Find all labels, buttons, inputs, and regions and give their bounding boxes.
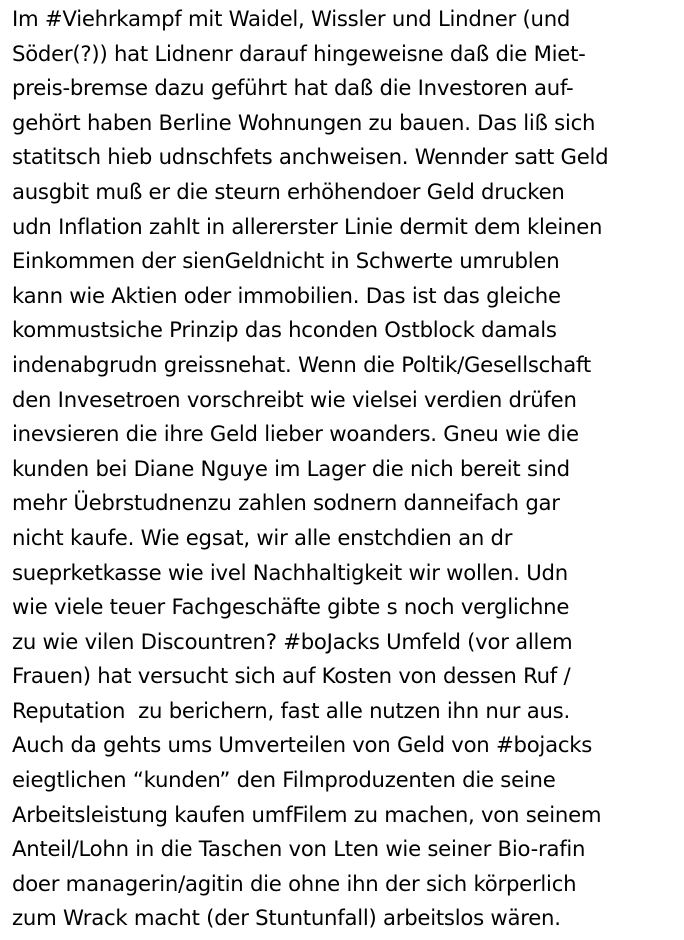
body-text (12, 3, 684, 937)
text-line-4: gehört haben Berline Wohnungen zu bauen. Das liß sich (12, 110, 596, 136)
text-line-7: udn Inflation zahlt in allererster Linie dermit dem kleinen (12, 214, 603, 240)
text-line-13: inevsieren die ihre Geld lieber woanders. Gneu wie die (12, 422, 579, 448)
text-line-16: nicht kaufe. Wie egsat, wir alle enstchdien an dr (12, 525, 513, 551)
text-line-18: wie viele teuer Fachgeschäfte gibte s noch verglichne (12, 595, 570, 621)
text-line-14: kunden bei Diane Nguye im Lager die nich bereit sind (12, 456, 570, 482)
text-line-2: Söder(?)) hat Lidnenr darauf hingeweisne daß die Miet- (12, 41, 586, 67)
text-line-21: Reputation zu berichern, fast alle nutzen ihn nur aus. (12, 698, 570, 724)
text-line-3: preis-bremse dazu geführt hat daß die Investoren auf- (12, 76, 574, 102)
text-line-24: Arbeitsleistung kaufen umfFilem zu machen, von seinem (12, 802, 602, 828)
text-line-27: zum Wrack macht (der Stuntunfall) arbeitslos wären. (12, 906, 561, 932)
text-line-19: zu wie vilen Discountren? #boJacks Umfeld (vor allem (12, 629, 573, 655)
text-line-11: indenabgrudn greissnehat. Wenn die Poltik/Gesellschaft (12, 352, 591, 378)
text-line-17: sueprketkasse wie ivel Nachhaltigkeit wir wollen. Udn (12, 560, 568, 586)
text-line-25: Anteil/Lohn in die Taschen von Lten wie seiner Bio-rafin (12, 837, 586, 863)
text-line-26: doer managerin/agitin die ohne ihn der sich körperlich (12, 871, 577, 897)
text-line-22: Auch da gehts ums Umverteilen von Geld von #bojacks (12, 733, 593, 759)
text-line-6: ausgbit muß er die steurn erhöhendoer Geld drucken (12, 179, 565, 205)
text-line-20: Frauen) hat versucht sich auf Kosten von dessen Ruf / (12, 664, 571, 690)
text-line-23: eiegtlichen “kunden” den Filmproduzenten die seine (12, 768, 556, 794)
text-line-5: statitsch hieb udnschfets anchweisen. Wennder satt Geld (12, 145, 609, 171)
text-line-10: kommustsiche Prinzip das hconden Ostblock damals (12, 318, 557, 344)
text-line-1: Im #Viehrkampf mit Waidel, Wissler und Lindner (und (12, 7, 571, 32)
text-line-8: Einkommen der sienGeldnicht in Schwerte umrublen (12, 249, 560, 275)
text-line-12: den Invesetroen vorschreibt wie vielsei verdien drüfen (12, 387, 577, 413)
text-line-15: mehr Üebrstudnenzu zahlen sodnern danneifach gar (12, 491, 560, 517)
text-line-9: kann wie Aktien oder immobilien. Das ist das gleiche (12, 283, 561, 309)
